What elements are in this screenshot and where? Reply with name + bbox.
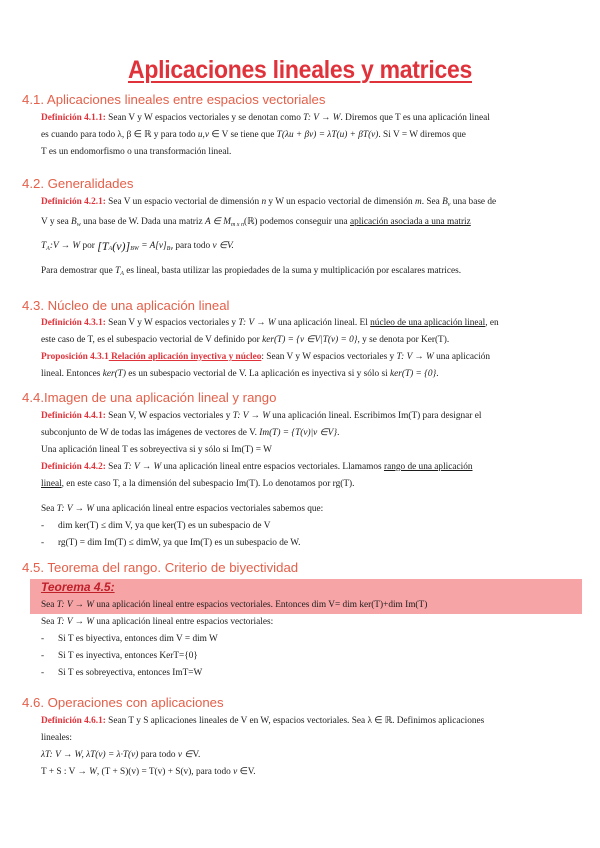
list-dimension-properties <box>41 518 300 552</box>
theorem-label: Teorema 4.5: <box>41 580 115 594</box>
definition-label: Definición 4.1.1: <box>41 113 106 123</box>
section-heading-4-2: 4.2. Generalidades <box>22 176 134 191</box>
list-item: - Si T es sobreyectiva, entonces ImT=W <box>41 668 203 678</box>
list-item: - rg(T) = dim Im(T) ≤ dimW, ya que Im(T) es un subespacio de W. <box>41 538 301 548</box>
list-item: - Si T es biyectiva, entonces dim V = dim W <box>41 634 218 644</box>
definition-4-1-1: Definición 4.1.1: Sean V y W espacios vectoriales y se denotan como T: V → W. Diremos que T es una aplicación lineal es cuando para todo λ, β ∈ ℝ y para todo u,v ∈ V se tiene que T(λu + βv) = λT(u) + βT(v). Si V = W diremos que T es un endomorfismo o una transformación lineal. <box>41 113 490 157</box>
definition-label: Definición 4.3.1: <box>41 318 106 328</box>
section-heading-4-4: 4.4.Imagen de una aplicación lineal y rango <box>22 390 277 405</box>
section-heading-4-1: 4.1. Aplicaciones lineales entre espacios vectoriales <box>22 92 326 107</box>
list-item: - dim ker(T) ≤ dim V, ya que ker(T) es un subespacio de V <box>41 521 271 531</box>
definition-4-3-1: Definición 4.3.1: Sean V y W espacios vectoriales y T: V → W una aplicación lineal. El núcleo de una aplicación lineal, en este caso de T, es el subespacio vectorial de V definido por ker(T) = {v ∈V|T(v) = 0}, y se denota por Ker(T). Proposición 4.3.1 Relación aplicación inyectiva y núcleo: Sean V y W espacios vectoriales y T: V → W una aplicación lineal. Entonces ker(T) es un subespacio vectorial de V. La aplicación es inyectiva si y sólo si ker(T) = {0}. <box>41 318 499 379</box>
section-heading-4-3: 4.3. Núcleo de una aplicación lineal <box>22 298 230 313</box>
definition-label: Definición 4.6.1: <box>41 716 106 726</box>
definition-4-6-1: Definición 4.6.1: Sean T y S aplicaciones lineales de V en W, espacios vectoriales. Sea λ ∈ ℝ. Definimos aplicaciones lineales: λT: V → W, λT(v) = λ·T(v) para todo v ∈V. T + S : V → W, (T + S)(v) = T(v) + S(v), para todo v ∈V. <box>41 716 485 777</box>
proposition-label: Proposición 4.3.1 <box>41 352 109 362</box>
section-heading-4-5: 4.5. Teorema del rango. Criterio de biyectividad <box>22 560 299 575</box>
paragraph-sea-t: Sea T: V → W una aplicación lineal entre espacios vectoriales sabemos que: <box>41 504 324 514</box>
definition-4-4-1: Definición 4.4.1: Sean V, W espacios vectoriales y T: V → W una aplicación lineal. Escribimos Im(T) para designar el subconjunto de W de todas las imágenes de vectores de V. Im(T) = {T(v)|v ∈V}. Una aplicación lineal T es sobreyectiva si y sólo si Im(T) = W Definición 4.4.2: Sea T: V → W una aplicación lineal entre espacios vectoriales. Llamamos rango de una aplicación lineal, en este caso T, a la dimensión del subespacio Im(T). Lo denotamos por rg(T). <box>41 411 482 489</box>
page-title: Aplicaciones lineales y matrices <box>127 56 473 84</box>
definition-4-2-1: Definición 4.2.1: Sea V un espacio vectorial de dimensión n y W un espacio vectorial de dimensión m. Sea $B_v$ una base de V y sea $B_w$ una base de W. Dada una matriz A ∈ $M_{m x n}(ℝ)$ podemos conseguir una aplicación asociada a una matriz $T_A:V \to W$ por $[T_A(v)]_{BW} = A[v]_{Bv}$ para todo v ∈V. Para demostrar que $T_A$ es lineal, basta utilizar las propiedades de la suma y multiplicación por escalares matrices. <box>41 197 497 277</box>
definition-label: Definición 4.4.2: <box>41 462 106 472</box>
list-bijectivity-criteria <box>41 631 218 682</box>
section-heading-4-6: 4.6. Operaciones con aplicaciones <box>22 695 224 710</box>
theorem-4-5-statement: Sea T: V → W una aplicación lineal entre espacios vectoriales. Entonces dim V= dim ker(T)+dim Im(T) Sea T: V → W una aplicación lineal entre espacios vectoriales: <box>41 600 428 627</box>
definition-label: Definición 4.4.1: <box>41 411 106 421</box>
link-aplicacion-asociada: aplicación asociada a una matriz <box>349 217 471 227</box>
list-item: - Si T es inyectiva, entonces KerT={0} <box>41 651 198 661</box>
definition-label: Definición 4.2.1: <box>41 197 106 207</box>
